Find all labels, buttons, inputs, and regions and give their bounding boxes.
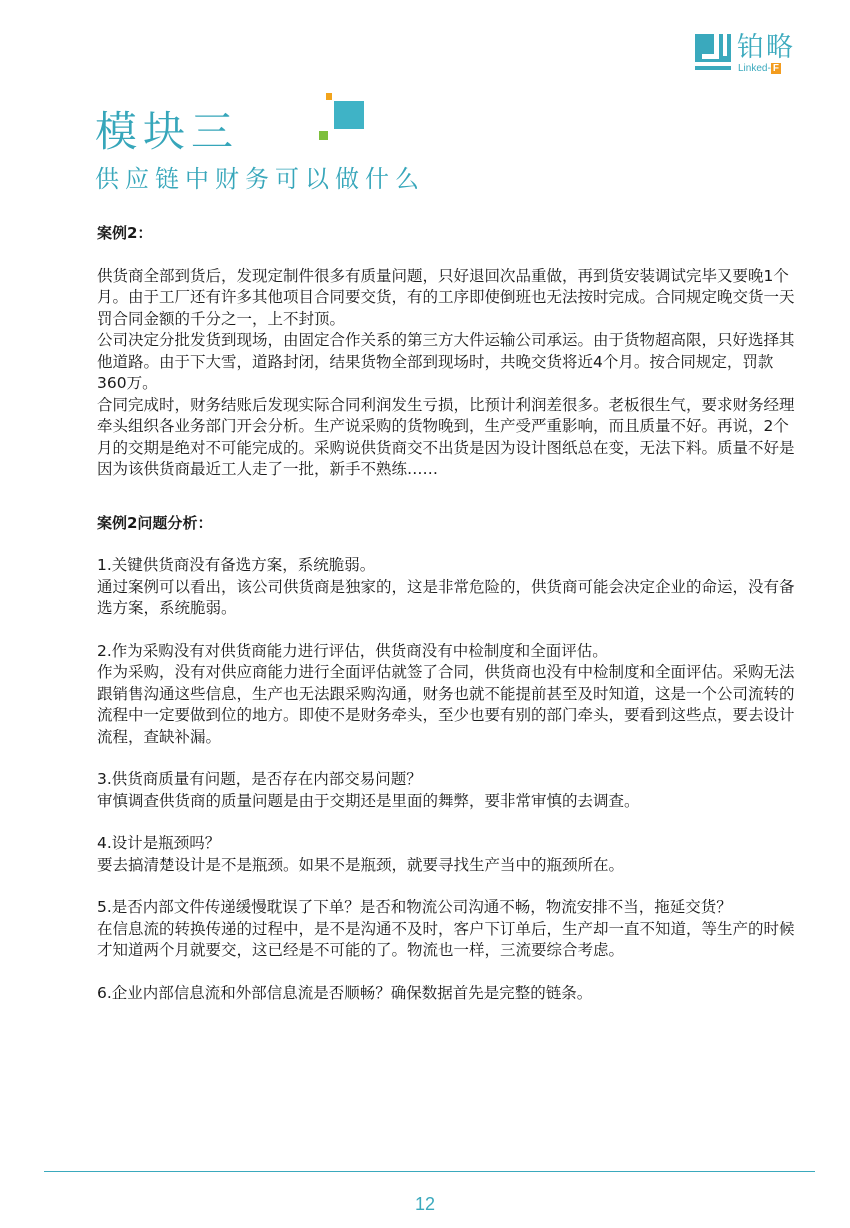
brand-logo bbox=[693, 32, 813, 74]
analysis-item-body: 审慎调查供货商的质量问题是由于交期还是里面的舞弊，要非常审慎的去调查。 bbox=[97, 791, 640, 810]
case-heading: 案例2： bbox=[97, 224, 153, 242]
analysis-item-body: 通过案例可以看出，该公司供货商是独家的，这是非常危险的，供货商可能会决定企业的命运，没有备选方案，系统脆弱。 bbox=[97, 577, 795, 617]
analysis-item-title: 4.设计是瓶颈吗？ bbox=[97, 834, 221, 852]
analysis-item-body: 在信息流的转换传递的过程中，是不是沟通不及时，客户下订单后，生产却一直不知道，等生产的时候才知道两个月就要交，这已经是不可能的了。物流也一样，三流要综合考虑。 bbox=[97, 919, 795, 959]
brand-name-cn: 铂略 bbox=[737, 32, 795, 63]
analysis-heading: 案例2问题分析： bbox=[97, 513, 213, 532]
case-paragraph: 公司决定分批发货到现场，由固定合作关系的第三方大件运输公司承运。由于货物超高限，只好选择其他道路。由于下大雪，道路封闭，结果货物全部到现场时，共晚交货将近4个月。按合同规定，罚款360万。 bbox=[97, 331, 795, 392]
analysis-item-body: 作为采购，没有对供应商能力进行全面评估就签了合同，供货商也没有中检制度和全面评估。采购无法跟销售沟通这些信息，生产也无法跟采购沟通，财务也就不能提前甚至及时知道，这是一个公司流转的流程中一定要做到位的地方。即使不是财务牵头，至少也要有别的部门牵头，要看到这些点，要去设计流程，查缺补漏。 bbox=[97, 663, 795, 746]
module-subtitle: 供应链中财务可以做什么 bbox=[95, 165, 425, 193]
analysis-item-title: 3.供货商质量有问题，是否存在内部交易问题？ bbox=[97, 770, 422, 788]
module-title: 模块三 bbox=[95, 107, 240, 156]
case-paragraph: 合同完成时，财务结账后发现实际合同利润发生亏损，比预计利润差很多。老板很生气，要求财务经理牵头组织各业务部门开会分析。生产说采购的货物晚到，生产受严重影响，而且质量不好。再说，2个月的交期是绝对不可能完成的。采购说供货商交不出货是因为设计图纸总在变，无法下料。质量不好是因为该供货商最近工人走了一批，新手不熟练…… bbox=[97, 395, 795, 478]
decor-square-green bbox=[319, 131, 328, 140]
brand-name-en-suffix: F bbox=[772, 63, 779, 74]
analysis-item-title: 6.企业内部信息流和外部信息流是否顺畅？确保数据首先是完整的链条。 bbox=[97, 983, 593, 1002]
analysis-item-title: 1.关键供货商没有备选方案，系统脆弱。 bbox=[97, 556, 376, 574]
case-paragraph: 供货商全部到货后，发现定制件很多有质量问题，只好退回次品重做，再到货安装调试完毕又要晚1个月。由于工厂还有许多其他项目合同要交货，有的工序即使倒班也无法按时完成。合同规定晚交货一天罚合同金额的千分之一，上不封顶。 bbox=[97, 266, 795, 328]
analysis-item-body: 要去搞清楚设计是不是瓶颈。如果不是瓶颈，就要寻找生产当中的瓶颈所在。 bbox=[97, 855, 625, 874]
brand-name-en bbox=[738, 63, 781, 74]
article-body bbox=[97, 223, 800, 1004]
decor-square-teal bbox=[334, 101, 364, 129]
decor-square-orange bbox=[326, 93, 332, 100]
logo-mark-icon bbox=[693, 32, 733, 72]
page-number: 12 bbox=[414, 1194, 436, 1214]
footer-divider bbox=[44, 1171, 815, 1172]
brand-name-en-prefix: Linked- bbox=[738, 63, 771, 74]
analysis-item-title: 5.是否内部文件传递缓慢耽误了下单？是否和物流公司沟通不畅，物流安排不当，拖延交货？ bbox=[97, 898, 732, 916]
analysis-item-title: 2.作为采购没有对供货商能力进行评估，供货商没有中检制度和全面评估。 bbox=[97, 641, 608, 660]
